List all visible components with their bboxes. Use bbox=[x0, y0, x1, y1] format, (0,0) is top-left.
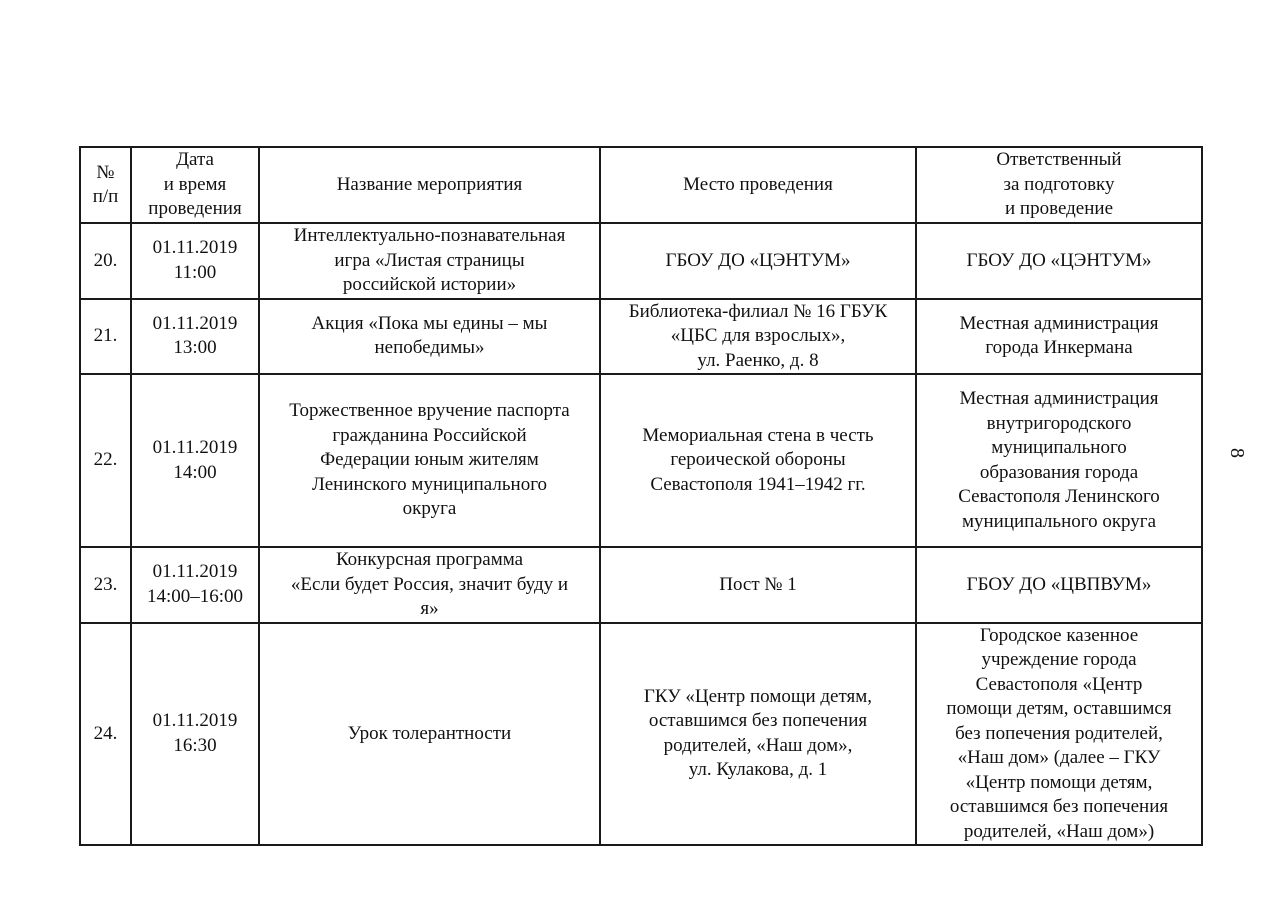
cell-name bbox=[259, 374, 600, 547]
cell-line: 14:00–16:00 bbox=[146, 585, 244, 607]
cell-line: ГБОУ ДО «ЦЭНТУМ» bbox=[966, 249, 1152, 271]
header-line: проведения bbox=[148, 198, 242, 220]
cell-line: непобедимы» bbox=[374, 337, 485, 359]
header-line: и время bbox=[163, 173, 227, 195]
cell-line: учреждение города bbox=[981, 649, 1137, 670]
table-row bbox=[80, 299, 1202, 375]
cell-line: российской истории» bbox=[342, 274, 517, 295]
cell-line: игра «Листая страницы bbox=[334, 249, 525, 271]
cell-name bbox=[259, 299, 600, 375]
cell-line: родителей, «Наш дом», bbox=[663, 734, 853, 756]
cell-line: гражданина Российской bbox=[332, 424, 527, 446]
cell-place bbox=[600, 223, 916, 299]
table-row bbox=[80, 623, 1202, 846]
cell-responsible bbox=[916, 299, 1202, 375]
cell-line: 01.11.2019 bbox=[152, 237, 238, 259]
cell-line: 11:00 bbox=[173, 261, 217, 283]
cell-line: 01.11.2019 bbox=[152, 561, 238, 583]
header-line: Дата bbox=[176, 149, 214, 171]
cell-line: 14:00 bbox=[173, 461, 217, 483]
header-line: Место проведения bbox=[683, 173, 833, 195]
cell-line: 01.11.2019 bbox=[152, 710, 238, 732]
cell-line: ул. Кулакова, д. 1 bbox=[688, 759, 828, 781]
table-row bbox=[80, 223, 1202, 299]
cell-num: 21. bbox=[80, 299, 131, 375]
cell-place bbox=[600, 374, 916, 547]
header-name bbox=[259, 147, 600, 223]
cell-line: города Инкермана bbox=[985, 337, 1133, 359]
header-line: № bbox=[96, 161, 115, 183]
cell-line: «Если будет Россия, значит буду и bbox=[290, 573, 569, 595]
cell-line: Местная администрация bbox=[959, 312, 1159, 334]
cell-responsible bbox=[916, 223, 1202, 299]
cell-line: Местная администрация bbox=[959, 388, 1159, 409]
cell-num: 23. bbox=[80, 547, 131, 623]
cell-line: помощи детям, оставшимся bbox=[946, 698, 1172, 719]
cell-line: родителей, «Наш дом») bbox=[963, 820, 1155, 842]
cell-line: Урок толерантности bbox=[347, 722, 512, 744]
cell-line: Севастополя «Центр bbox=[975, 673, 1143, 695]
header-place bbox=[600, 147, 916, 223]
cell-line: муниципального bbox=[991, 437, 1127, 458]
cell-line: Севастополя 1941–1942 гг. bbox=[650, 473, 866, 495]
cell-name bbox=[259, 547, 600, 623]
cell-date bbox=[131, 223, 259, 299]
cell-line: Интеллектуально-познавательная bbox=[293, 225, 566, 246]
table-header-row bbox=[80, 147, 1202, 223]
header-date bbox=[131, 147, 259, 223]
cell-line: Городское казенное bbox=[979, 624, 1139, 646]
cell-line: ул. Раенко, д. 8 bbox=[697, 349, 819, 371]
cell-line: Торжественное вручение паспорта bbox=[289, 400, 570, 422]
cell-line: Федерации юным жителям bbox=[320, 449, 539, 471]
cell-responsible bbox=[916, 374, 1202, 547]
cell-num: 22. bbox=[80, 374, 131, 547]
cell-place bbox=[600, 547, 916, 623]
cell-line: 13:00 bbox=[173, 337, 217, 359]
cell-line: округа bbox=[402, 498, 457, 520]
cell-line: «Наш дом» (далее – ГКУ bbox=[957, 747, 1161, 768]
header-line: Ответственный bbox=[996, 149, 1122, 171]
cell-line: Библиотека-филиал № 16 ГБУК bbox=[628, 300, 888, 322]
cell-line: ГКУ «Центр помощи детям, bbox=[643, 685, 873, 707]
cell-line: 01.11.2019 bbox=[152, 437, 238, 458]
cell-responsible bbox=[916, 547, 1202, 623]
cell-line: оставшимся без попечения bbox=[949, 796, 1169, 817]
cell-num: 20. bbox=[80, 223, 131, 299]
cell-num: 24. bbox=[80, 623, 131, 846]
header-line: п/п bbox=[92, 186, 119, 207]
cell-date bbox=[131, 374, 259, 547]
cell-date bbox=[131, 299, 259, 375]
cell-line: «Центр помощи детям, bbox=[965, 771, 1153, 793]
header-line: за подготовку bbox=[1003, 173, 1115, 195]
cell-name bbox=[259, 623, 600, 846]
cell-line: внутригородского bbox=[986, 412, 1132, 434]
page-number: 8 bbox=[1226, 448, 1248, 458]
cell-name bbox=[259, 223, 600, 299]
cell-line: Севастополя Ленинского bbox=[958, 486, 1160, 507]
cell-line: Конкурсная программа bbox=[335, 549, 524, 570]
cell-line: ГБОУ ДО «ЦЭНТУМ» bbox=[665, 249, 851, 271]
cell-line: 16:30 bbox=[173, 734, 217, 756]
cell-line: Мемориальная стена в честь bbox=[642, 424, 874, 446]
cell-line: Ленинского муниципального bbox=[311, 473, 548, 495]
table-row bbox=[80, 374, 1202, 547]
cell-line: я» bbox=[420, 598, 439, 619]
cell-line: без попечения родителей, bbox=[955, 722, 1163, 744]
cell-responsible bbox=[916, 623, 1202, 846]
header-line: Название мероприятия bbox=[336, 173, 523, 195]
cell-line: Акция «Пока мы едины – мы bbox=[311, 312, 548, 334]
cell-place bbox=[600, 299, 916, 375]
cell-line: героической обороны bbox=[670, 449, 846, 471]
cell-date bbox=[131, 547, 259, 623]
cell-place bbox=[600, 623, 916, 846]
cell-line: образования города bbox=[979, 461, 1139, 483]
cell-line: ГБОУ ДО «ЦВПВУМ» bbox=[966, 573, 1152, 595]
cell-line: муниципального округа bbox=[961, 510, 1157, 532]
cell-line: «ЦБС для взрослых», bbox=[670, 325, 846, 346]
header-responsible bbox=[916, 147, 1202, 223]
header-num bbox=[80, 147, 131, 223]
header-line: и проведение bbox=[1005, 198, 1113, 220]
table-row bbox=[80, 547, 1202, 623]
cell-line: оставшимся без попечения bbox=[648, 710, 868, 732]
events-table bbox=[79, 146, 1203, 846]
cell-line: Пост № 1 bbox=[719, 573, 797, 595]
cell-line: 01.11.2019 bbox=[152, 312, 238, 334]
cell-date bbox=[131, 623, 259, 846]
